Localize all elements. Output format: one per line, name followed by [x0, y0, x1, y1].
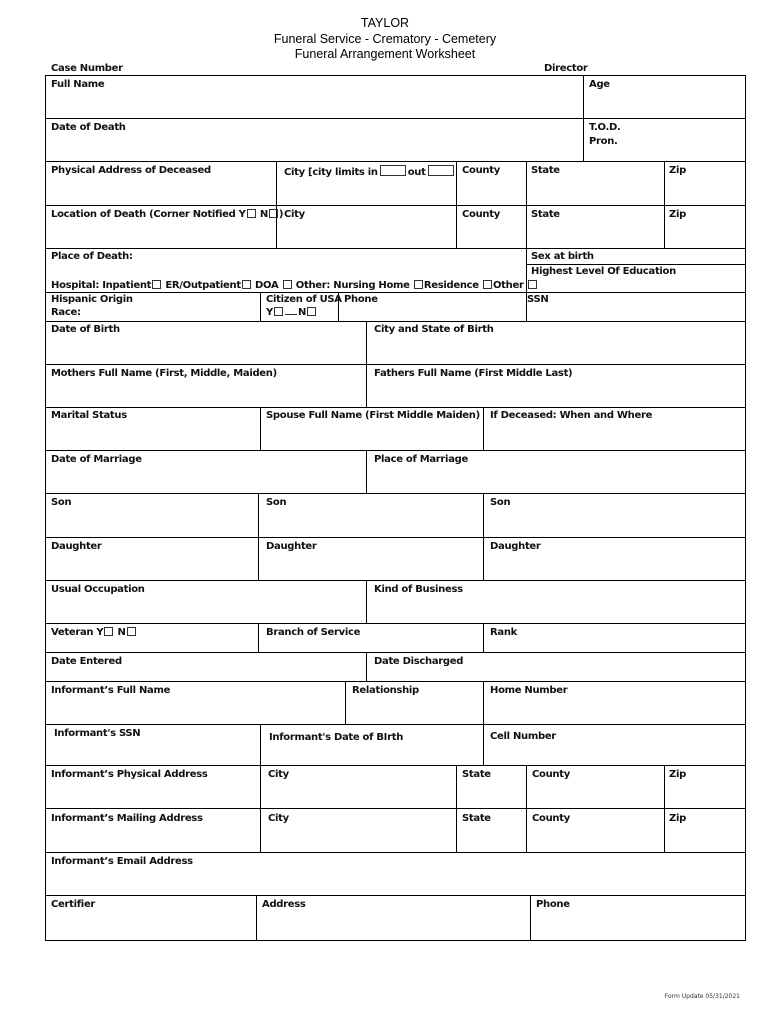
col-line: [526, 161, 527, 248]
if-deceased-label: If Deceased: When and Where: [490, 410, 653, 421]
col-line: [260, 724, 261, 765]
hospital-inpatient-label: Hospital: Inpatient: [51, 280, 152, 291]
row-line: [526, 264, 746, 265]
full-name-field[interactable]: [46, 90, 582, 117]
col-line: [260, 407, 261, 450]
col-line: [456, 161, 457, 248]
doa-checkbox[interactable]: [283, 280, 292, 289]
hospital-other-label: Other: [492, 280, 524, 291]
col-line: [456, 765, 457, 852]
informant-email-label: Informant’s Email Address: [51, 856, 193, 867]
informant-ssn-label: Informant's SSN: [54, 728, 141, 739]
daughter-label: Daughter: [51, 541, 102, 552]
col-line: [483, 493, 484, 580]
hospital-residence-label: Residence: [423, 280, 479, 291]
veteran-n-label: N: [117, 627, 126, 638]
row-line: [45, 118, 746, 119]
row-line: [45, 852, 746, 853]
col-line: [260, 765, 261, 852]
row-line: [45, 681, 746, 682]
city-limits-out-blank[interactable]: [428, 165, 454, 176]
hospital-doa-label: DOA: [255, 280, 279, 291]
row-line: [45, 940, 746, 941]
highest-education-label: Highest Level Of Education: [531, 266, 676, 277]
spouse-name-label: Spouse Full Name (First Middle Maiden): [266, 410, 480, 421]
col-line: [530, 895, 531, 940]
state-label: State: [531, 209, 560, 220]
informant-physical-label: Informant’s Physical Address: [51, 769, 208, 780]
tod-label: T.O.D.: [589, 122, 621, 133]
veteran-label: [51, 627, 137, 638]
pron-label: Pron.: [589, 136, 618, 147]
corner-notified-yes-checkbox[interactable]: [247, 209, 256, 218]
col-line: [260, 292, 261, 321]
services-line: Funeral Service - Crematory - Cemetery: [273, 32, 497, 46]
col-line: [664, 765, 665, 852]
citizen-yn: [266, 307, 317, 318]
date-of-death-label: Date of Death: [51, 122, 126, 133]
date-of-birth-field[interactable]: [46, 337, 365, 363]
location-of-death-n: N: [259, 209, 268, 220]
er-outpatient-checkbox[interactable]: [242, 280, 251, 289]
inpatient-checkbox[interactable]: [152, 280, 161, 289]
state-label: State: [531, 165, 560, 176]
row-line: [45, 895, 746, 896]
zip-label: Zip: [669, 209, 686, 220]
informant-dob-label: Informant's Date of BIrth: [269, 732, 404, 743]
col-line: [583, 75, 584, 161]
date-of-death-field[interactable]: [46, 134, 582, 160]
place-of-marriage-label: Place of Marriage: [374, 454, 468, 465]
city-label: City: [284, 209, 305, 220]
row-line: [45, 808, 746, 809]
col-line: [483, 681, 484, 765]
form-title: Funeral Arrangement Worksheet: [294, 47, 476, 61]
citizen-n-label: N: [297, 307, 307, 318]
row-line: [45, 623, 746, 624]
phone-label: Phone: [344, 294, 378, 305]
row-line: [45, 205, 746, 206]
son-label: Son: [490, 497, 511, 508]
city-label: City: [268, 769, 289, 780]
date-entered-label: Date Entered: [51, 656, 122, 667]
citizen-y-label: Y: [266, 307, 273, 318]
col-line: [366, 321, 367, 407]
daughter-label: Daughter: [266, 541, 317, 552]
relationship-label: Relationship: [352, 685, 419, 696]
other-checkbox[interactable]: [528, 280, 537, 289]
col-line: [664, 161, 665, 248]
director-label: Director: [544, 63, 588, 74]
state-label: State: [462, 813, 491, 824]
home-number-label: Home Number: [490, 685, 568, 696]
row-line: [45, 450, 746, 451]
fathers-name-label: Fathers Full Name (First Middle Last): [374, 368, 573, 379]
row-line: [45, 580, 746, 581]
hispanic-origin-label: Hispanic Origin: [51, 294, 133, 305]
phone-label: Phone: [536, 899, 570, 910]
hospital-options: [51, 280, 538, 291]
cell-number-label: Cell Number: [490, 731, 556, 742]
col-line: [276, 161, 277, 248]
company-name: TAYLOR: [360, 16, 410, 30]
son-label: Son: [51, 497, 72, 508]
informant-email-field[interactable]: [46, 869, 744, 894]
row-line: [45, 248, 746, 249]
zip-label: Zip: [669, 165, 686, 176]
city-state-birth-label: City and State of Birth: [374, 324, 494, 335]
kind-of-business-label: Kind of Business: [374, 584, 463, 595]
col-line: [345, 681, 346, 724]
row-line: [45, 765, 746, 766]
row-line: [45, 161, 746, 162]
col-line: [366, 652, 367, 681]
daughter-label: Daughter: [490, 541, 541, 552]
date-discharged-label: Date Discharged: [374, 656, 464, 667]
citizen-usa-label: Citizen of USA: [266, 294, 342, 305]
col-line: [256, 895, 257, 940]
citizen-no-checkbox[interactable]: [307, 307, 316, 316]
age-label: Age: [589, 79, 610, 90]
veteran-no-checkbox[interactable]: [127, 627, 136, 636]
city-limits-prefix: City [city limits in: [284, 167, 378, 178]
citizen-yes-checkbox[interactable]: [274, 307, 283, 316]
case-number-label: Case Number: [51, 63, 123, 74]
col-line: [526, 765, 527, 852]
hospital-nursing-label: Other: Nursing Home: [295, 280, 410, 291]
veteran-y-label: Veteran Y: [51, 627, 104, 638]
ssn-label: SSN: [527, 294, 549, 305]
usual-occupation-label: Usual Occupation: [51, 584, 145, 595]
zip-label: Zip: [669, 813, 686, 824]
nursing-home-checkbox[interactable]: [414, 280, 423, 289]
address-label: Address: [262, 899, 306, 910]
city-limits-label: [284, 165, 456, 178]
mothers-name-label: Mothers Full Name (First, Middle, Maiden): [51, 368, 277, 379]
race-label: Race:: [51, 307, 81, 318]
date-of-birth-label: Date of Birth: [51, 324, 120, 335]
marital-status-label: Marital Status: [51, 410, 127, 421]
location-of-death-label: Location of Death (Corner Notified Y N ): [51, 209, 284, 220]
col-line: [483, 623, 484, 652]
rank-label: Rank: [490, 627, 518, 638]
place-of-death-label: Place of Death:: [51, 251, 133, 262]
hospital-er-label: ER/Outpatient: [165, 280, 241, 291]
date-of-marriage-label: Date of Marriage: [51, 454, 142, 465]
sex-at-birth-label: Sex at birth: [531, 251, 594, 262]
row-line: [45, 321, 746, 322]
location-of-death-text: Location of Death (Corner Notified Y: [51, 209, 246, 220]
informant-name-label: Informant’s Full Name: [51, 685, 171, 696]
col-line: [366, 450, 367, 493]
county-label: County: [462, 165, 500, 176]
col-line: [366, 580, 367, 623]
full-name-label: Full Name: [51, 79, 105, 90]
col-line: [483, 407, 484, 450]
city-limits-out: out: [407, 167, 426, 178]
informant-mailing-label: Informant’s Mailing Address: [51, 813, 203, 824]
row-line: [45, 292, 746, 293]
citizen-blank: [285, 314, 297, 315]
age-field[interactable]: [584, 90, 744, 117]
county-label: County: [462, 209, 500, 220]
row-line: [45, 407, 746, 408]
zip-label: Zip: [669, 769, 686, 780]
col-line: [258, 623, 259, 652]
city-label: City: [268, 813, 289, 824]
city-limits-in-blank[interactable]: [380, 165, 406, 176]
residence-checkbox[interactable]: [483, 280, 492, 289]
physical-address-label: Physical Address of Deceased: [51, 165, 211, 176]
row-line: [45, 493, 746, 494]
row-line: [45, 537, 746, 538]
county-label: County: [532, 769, 570, 780]
row-line: [45, 724, 746, 725]
state-label: State: [462, 769, 491, 780]
form-update-footer: Form Update 05/31/2021: [664, 993, 740, 1000]
corner-notified-no-checkbox[interactable]: [269, 209, 278, 218]
veteran-yes-checkbox[interactable]: [104, 627, 113, 636]
row-line: [45, 75, 746, 76]
col-line: [258, 493, 259, 580]
row-line: [45, 652, 746, 653]
county-label: County: [532, 813, 570, 824]
son-label: Son: [266, 497, 287, 508]
row-line: [45, 364, 746, 365]
branch-label: Branch of Service: [266, 627, 361, 638]
certifier-label: Certifier: [51, 899, 96, 910]
